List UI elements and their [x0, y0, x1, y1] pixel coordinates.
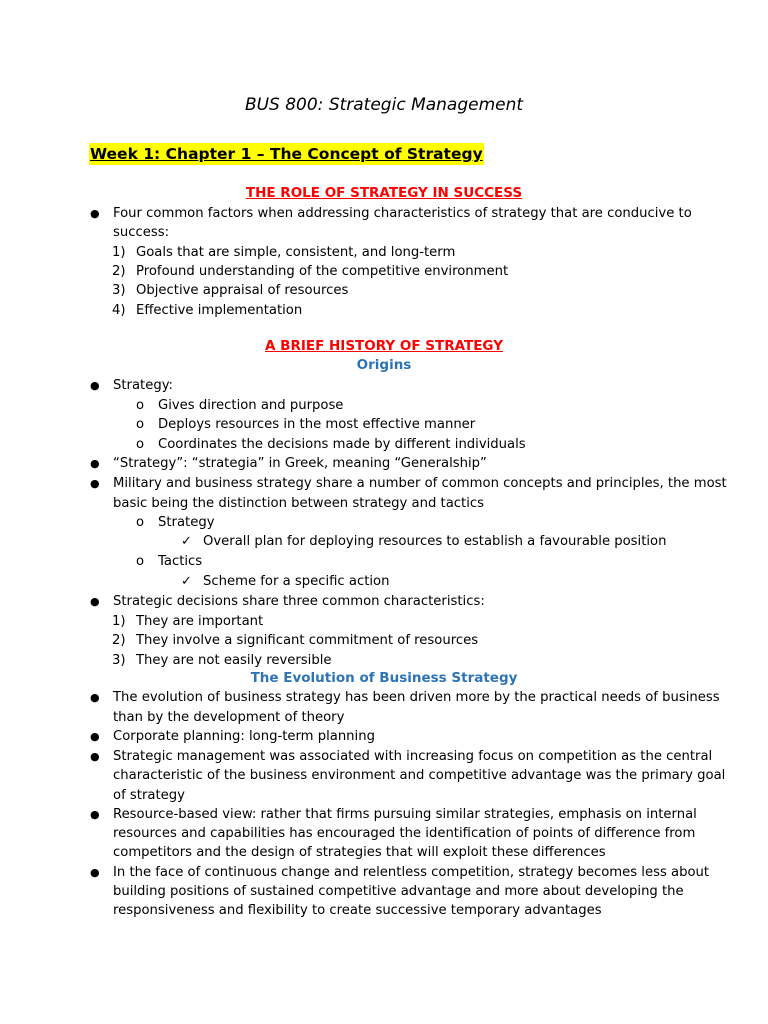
role-intro: Four common factors when addressing characteristics of strategy that are conducive to — [113, 206, 692, 221]
list-item: Strategy: — [113, 378, 173, 393]
list-item-cont: competitors and the design of strategies that will exploit these differences — [113, 845, 606, 860]
list-item: The evolution of business strategy has been driven more by the practical needs of business — [113, 690, 720, 705]
circle-marker: o — [136, 554, 145, 569]
list-item: Coordinates the decisions made by different individuals — [158, 437, 526, 452]
section-heading-history: A BRIEF HISTORY OF STRATEGY — [265, 338, 503, 354]
list-item: Objective appraisal of resources — [136, 283, 349, 298]
circle-marker: o — [136, 417, 145, 432]
list-item: Goals that are simple, consistent, and long-term — [136, 245, 456, 260]
list-item-cont: resources and capabilities has encouraged the identification of points of difference from — [113, 826, 696, 841]
list-item: Strategic decisions share three common characteristics: — [113, 594, 485, 609]
bullet-marker: ● — [90, 457, 100, 470]
list-item: Resource-based view: rather that firms pursuing similar strategies, emphasis on internal — [113, 807, 697, 822]
list-item: Scheme for a specific action — [203, 574, 390, 589]
number-marker: 4) — [112, 303, 126, 318]
number-marker: 3) — [112, 283, 126, 298]
bullet-marker: ● — [90, 595, 100, 608]
list-item: Overall plan for deploying resources to establish a favourable position — [203, 534, 667, 549]
list-item-cont: responsiveness and flexibility to create successive temporary advantages — [113, 903, 602, 918]
number-marker: 1) — [112, 245, 126, 260]
number-marker: 1) — [112, 614, 126, 629]
number-marker: 3) — [112, 653, 126, 668]
number-marker: 2) — [112, 264, 126, 279]
list-item-cont: of strategy — [113, 788, 185, 803]
section-heading-role: THE ROLE OF STRATEGY IN SUCCESS — [245, 185, 523, 201]
subheading-evolution: The Evolution of Business Strategy — [250, 670, 518, 686]
list-item: Strategy — [158, 515, 215, 530]
number-marker: 2) — [112, 633, 126, 648]
circle-marker: o — [136, 398, 145, 413]
week-heading: Week 1: Chapter 1 – The Concept of Strategy — [90, 145, 483, 163]
list-item: Military and business strategy share a number of common concepts and principles, the most — [113, 476, 727, 491]
bullet-marker: ● — [90, 477, 100, 490]
circle-marker: o — [136, 437, 145, 452]
check-icon: ✓ — [181, 534, 192, 549]
bullet-marker: ● — [90, 730, 100, 743]
bullet-marker: ● — [90, 808, 100, 821]
list-item-cont: characteristic of the business environment and competitive advantage was the primary goal — [113, 768, 726, 783]
list-item: They involve a significant commitment of resources — [136, 633, 479, 648]
subheading-origins: Origins — [356, 357, 412, 373]
circle-marker: o — [136, 515, 145, 530]
list-item: “Strategy”: “strategia” in Greek, meaning “Generalship” — [113, 456, 487, 471]
check-icon: ✓ — [181, 574, 192, 589]
document-title: BUS 800: Strategic Management — [244, 95, 524, 115]
list-item: Gives direction and purpose — [158, 398, 344, 413]
list-item-cont: building positions of sustained competitive advantage and more about developing the — [113, 884, 684, 899]
role-intro-cont: success: — [113, 225, 170, 240]
list-item: They are not easily reversible — [136, 653, 332, 668]
list-item: Corporate planning: long-term planning — [113, 729, 375, 744]
list-item-cont: than by the development of theory — [113, 710, 345, 725]
bullet-marker: ● — [90, 866, 100, 879]
list-item: They are important — [136, 614, 264, 629]
bullet-marker: ● — [90, 691, 100, 704]
list-item: Deploys resources in the most effective manner — [158, 417, 476, 432]
list-item: Tactics — [158, 554, 203, 569]
list-item: Effective implementation — [136, 303, 303, 318]
bullet-marker: ● — [90, 750, 100, 763]
bullet-marker: ● — [90, 379, 100, 392]
bullet-marker: ● — [90, 207, 100, 220]
list-item: Profound understanding of the competitive environment — [136, 264, 509, 279]
list-item-cont: basic being the distinction between strategy and tactics — [113, 496, 485, 511]
list-item: Strategic management was associated with increasing focus on competition as the central — [113, 749, 713, 764]
list-item: In the face of continuous change and relentless competition, strategy becomes less about — [113, 865, 710, 880]
